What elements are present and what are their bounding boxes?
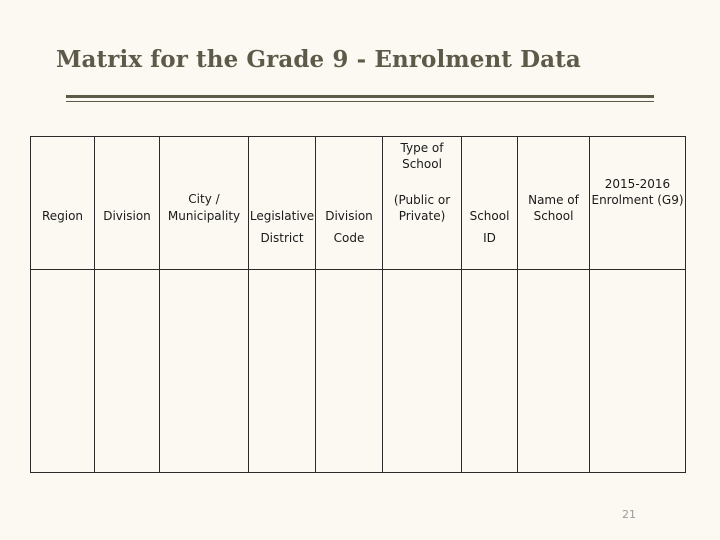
- enrolment-matrix-table: [30, 136, 686, 473]
- header-label: City /: [188, 192, 220, 206]
- header-name-of-school: [518, 137, 590, 270]
- header-label: Name of: [528, 193, 579, 207]
- cell-division-code: [316, 270, 383, 473]
- header-region: [31, 137, 95, 270]
- title-rule-thick: [66, 95, 654, 98]
- header-label: Division: [325, 209, 373, 223]
- header-label: Division: [103, 209, 151, 223]
- header-label: District: [260, 231, 304, 245]
- header-label: School: [402, 157, 442, 171]
- header-city-municipality: [160, 137, 249, 270]
- header-division-code: [316, 137, 383, 270]
- page-number: 21: [622, 508, 636, 521]
- header-division: [95, 137, 160, 270]
- header-enrolment-g9: [590, 137, 686, 270]
- header-label: Private): [398, 209, 446, 223]
- header-label: Region: [41, 209, 84, 223]
- header-label: Code: [333, 231, 365, 245]
- cell-school-id: [462, 270, 518, 473]
- header-label: School: [469, 209, 510, 223]
- header-school-id: [462, 137, 518, 270]
- cell-type-of-school: [383, 270, 462, 473]
- cell-name-of-school: [518, 270, 590, 473]
- cell-city-municipality: [160, 270, 249, 473]
- header-legislative-district: [249, 137, 316, 270]
- header-label: ID: [483, 231, 496, 245]
- table-row: [31, 270, 686, 473]
- header-label: 2015-2016: [604, 177, 671, 191]
- header-label: Municipality: [167, 209, 241, 223]
- header-type-of-school: [383, 137, 462, 270]
- title-rule-thin: [66, 101, 654, 102]
- cell-legislative-district: [249, 270, 316, 473]
- cell-division: [95, 270, 160, 473]
- header-label: (Public or: [393, 193, 451, 207]
- cell-enrolment-g9: [590, 270, 686, 473]
- header-label: Enrolment (G9): [591, 193, 684, 207]
- header-label: Legislative: [249, 209, 315, 223]
- cell-region: [31, 270, 95, 473]
- slide-title: Matrix for the Grade 9 - Enrolment Data: [56, 46, 581, 73]
- header-row: [31, 137, 686, 270]
- header-label: School: [533, 209, 574, 223]
- header-label: Type of: [400, 141, 444, 155]
